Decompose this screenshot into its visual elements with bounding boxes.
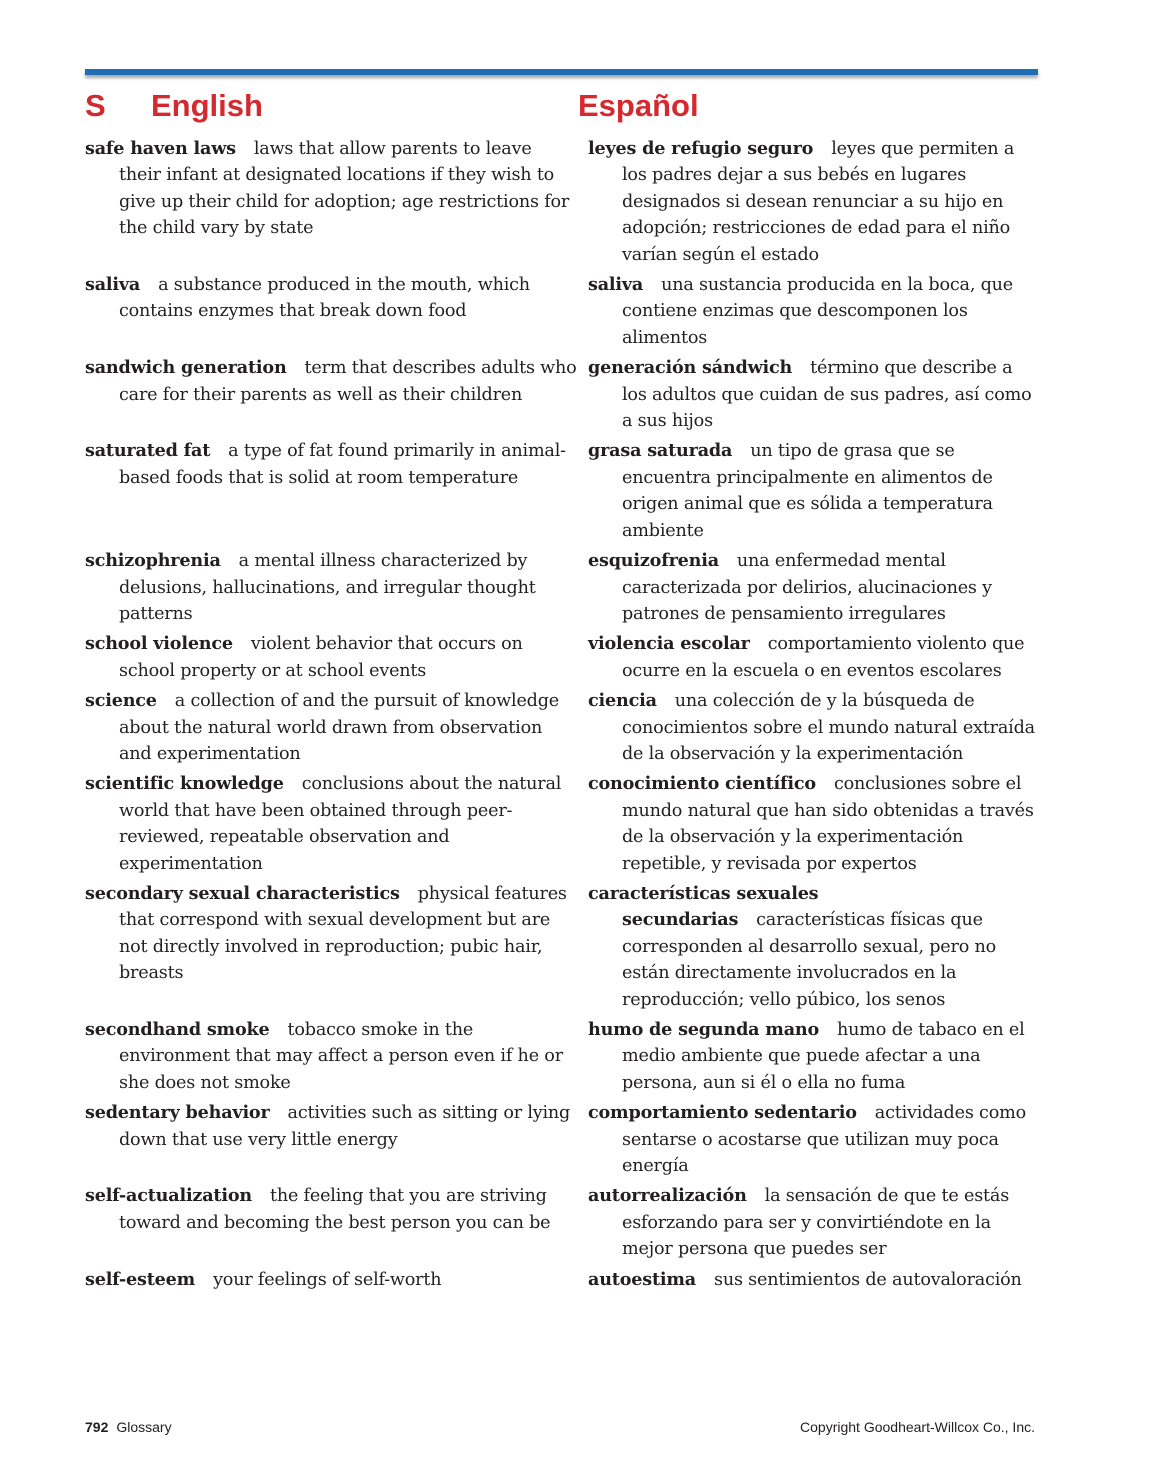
english-term: schizophrenia [85, 550, 221, 572]
english-term: self-actualization [85, 1185, 252, 1207]
spanish-entry [588, 1017, 1040, 1096]
spanish-term: autoestima [588, 1268, 696, 1290]
glossary-body [85, 136, 1040, 1297]
spanish-definition: humo de tabaco en el medio ambiente que puede afectar a una persona, aun si él o ella no fuma [622, 1020, 1025, 1093]
spanish-entry-cell [588, 771, 1040, 881]
spanish-definition: leyes que permiten a los padres dejar a sus bebés en lugares designados si desean renunciar a su hijo en adopción; restricciones de edad para el niño varían según el estado [622, 139, 1015, 265]
english-term: school violence [85, 633, 233, 655]
english-term: saturated fat [85, 440, 211, 462]
spanish-term: autorrealización [588, 1185, 747, 1207]
footer-left [85, 1419, 172, 1435]
spanish-definition: sus sentimientos de autovaloración [713, 1269, 1022, 1290]
section-letter: S [85, 88, 106, 123]
spanish-term: humo de segunda mano [588, 1019, 820, 1040]
spanish-definition: una sustancia producida en la boca, que contiene enzimas que descomponen los alimentos [622, 275, 1014, 348]
english-term: saliva [85, 274, 141, 296]
english-definition: laws that allow parents to leave their infant at designated locations if they wish to give up their child for adoption; age restrictions for the child vary by state [119, 139, 570, 239]
english-definition: your feelings of self-worth [213, 1269, 442, 1290]
english-term: self-esteem [85, 1268, 196, 1290]
spanish-heading [578, 86, 699, 126]
english-term: scientific knowledge [85, 773, 284, 795]
english-entry-cell [85, 1267, 588, 1297]
page-number: 792 [85, 1419, 109, 1435]
english-term: sedentary behavior [85, 1102, 270, 1124]
english-entry-cell [85, 1100, 588, 1183]
spanish-definition: una enfermedad mental caracterizada por delirios, alucinaciones y patrones de pensamiento irregulares [622, 551, 992, 624]
spanish-definition: características físicas que corresponden al desarrollo sexual, pero no están directamente involucrados en la reproducción; vello púbico, los senos [622, 910, 997, 1010]
english-entry [85, 881, 578, 987]
english-definition: the feeling that you are striving toward and becoming the best person you can be [119, 1186, 551, 1233]
spanish-entry [588, 355, 1040, 434]
footer-copyright: Copyright Goodheart-Willcox Co., Inc. [800, 1419, 1035, 1435]
english-term: secondary sexual characteristics [85, 882, 400, 904]
glossary-row [85, 548, 1040, 631]
spanish-entry [588, 1267, 1040, 1293]
spanish-entry [588, 136, 1040, 268]
spanish-title: Español [578, 88, 699, 123]
spanish-entry [588, 881, 1040, 1013]
spanish-entry-cell [588, 1183, 1040, 1266]
spanish-definition: comportamiento violento que ocurre en la escuela o en eventos escolares [622, 634, 1025, 681]
spanish-entry [588, 272, 1040, 351]
english-term: secondhand smoke [85, 1019, 270, 1040]
english-definition: a collection of and the pursuit of knowledge about the natural world drawn from observation and experimentation [119, 691, 560, 764]
english-definition: tobacco smoke in the environment that may affect a person even if he or she does not smoke [119, 1020, 563, 1093]
glossary-row [85, 1017, 1040, 1100]
spanish-entry-cell [588, 881, 1040, 1017]
english-entry [85, 1017, 578, 1096]
english-entry [85, 688, 578, 767]
english-definition: a substance produced in the mouth, which contains enzymes that break down food [119, 275, 530, 322]
english-entry-cell [85, 1183, 588, 1266]
spanish-entry-cell [588, 272, 1040, 355]
spanish-entry [588, 631, 1040, 684]
english-entry-cell [85, 688, 588, 771]
english-entry-cell [85, 136, 588, 272]
english-entry [85, 1183, 578, 1236]
glossary-row [85, 881, 1040, 1017]
spanish-term: comportamiento sedentario [588, 1102, 857, 1124]
english-entry-cell [85, 548, 588, 631]
header-rule [85, 69, 1038, 75]
english-entry [85, 548, 578, 627]
spanish-entry [588, 548, 1040, 627]
english-term: safe haven laws [85, 138, 236, 159]
spanish-entry-cell [588, 1267, 1040, 1297]
spanish-term: leyes de refugio seguro [588, 138, 814, 159]
spanish-term: violencia escolar [588, 633, 750, 655]
spanish-term: conocimiento científico [588, 773, 816, 795]
english-entry [85, 355, 578, 408]
english-entry-cell [85, 1017, 588, 1100]
english-term: sandwich generation [85, 357, 287, 379]
english-entry [85, 631, 578, 684]
spanish-definition: un tipo de grasa que se encuentra principalmente en alimentos de origen animal que es sólida a temperatura ambiente [622, 441, 993, 541]
spanish-entry-cell [588, 136, 1040, 272]
glossary-row [85, 438, 1040, 548]
glossary-row [85, 1267, 1040, 1297]
spanish-entry [588, 771, 1040, 877]
spanish-entry [588, 688, 1040, 767]
english-definition: physical features that correspond with sexual development but are not directly involved in reproduction; pubic hair, breasts [119, 883, 567, 984]
english-definition: conclusions about the natural world that have been obtained through peer-reviewed, repeatable observation and experimentation [119, 774, 562, 874]
glossary-row [85, 771, 1040, 881]
spanish-entry-cell [588, 688, 1040, 771]
glossary-row [85, 631, 1040, 688]
spanish-definition: actividades como sentarse o acostarse que utilizan muy poca energía [622, 1103, 1026, 1177]
spanish-term: saliva [588, 274, 644, 296]
glossary-row [85, 355, 1040, 438]
english-entry [85, 771, 578, 877]
spanish-entry-cell [588, 548, 1040, 631]
english-entry [85, 1100, 578, 1153]
english-definition: a type of fat found primarily in animal-based foods that is solid at room temperature [119, 441, 566, 488]
english-title: English [151, 88, 263, 123]
spanish-definition: la sensación de que te estás esforzando para ser y convirtiéndote en la mejor persona que puedes ser [622, 1186, 1010, 1260]
english-entry [85, 438, 578, 491]
glossary-row [85, 1100, 1040, 1183]
english-definition: activities such as sitting or lying down that use very little energy [119, 1103, 571, 1150]
english-entry [85, 136, 578, 242]
spanish-entry-cell [588, 438, 1040, 548]
english-entry-cell [85, 438, 588, 548]
english-entry-cell [85, 771, 588, 881]
spanish-term: características sexuales secundarias [588, 882, 819, 931]
english-term: science [85, 690, 157, 712]
english-entry [85, 272, 578, 325]
glossary-row [85, 272, 1040, 355]
spanish-entry [588, 1183, 1040, 1262]
english-entry-cell [85, 272, 588, 355]
glossary-row [85, 688, 1040, 771]
spanish-term: generación sándwich [588, 357, 793, 379]
spanish-term: esquizofrenia [588, 550, 719, 572]
english-definition: violent behavior that occurs on school property or at school events [119, 634, 523, 681]
spanish-definition: término que describe a los adultos que cuidan de sus padres, así como a sus hijos [622, 358, 1032, 432]
english-definition: a mental illness characterized by delusions, hallucinations, and irregular thought patterns [119, 551, 536, 624]
spanish-definition: conclusiones sobre el mundo natural que han sido obtenidas a través de la observación y la experimentación repetible, y revisada por expertos [622, 774, 1034, 874]
spanish-entry [588, 438, 1040, 544]
spanish-entry-cell [588, 355, 1040, 438]
english-entry-cell [85, 631, 588, 688]
glossary-row [85, 1183, 1040, 1266]
english-definition: term that describes adults who care for their parents as well as their children [119, 358, 577, 405]
english-entry [85, 1267, 578, 1293]
spanish-term: grasa saturada [588, 440, 733, 462]
english-entry-cell [85, 355, 588, 438]
spanish-entry-cell [588, 631, 1040, 688]
spanish-entry-cell [588, 1100, 1040, 1183]
spanish-entry-cell [588, 1017, 1040, 1100]
english-heading [85, 86, 263, 126]
glossary-row [85, 136, 1040, 272]
spanish-entry [588, 1100, 1040, 1179]
spanish-definition: una colección de y la búsqueda de conocimientos sobre el mundo natural extraída de la observación y la experimentación [622, 691, 1035, 764]
glossary-table [85, 136, 1040, 1297]
footer-section: Glossary [116, 1419, 172, 1435]
spanish-term: ciencia [588, 690, 657, 712]
english-entry-cell [85, 881, 588, 1017]
